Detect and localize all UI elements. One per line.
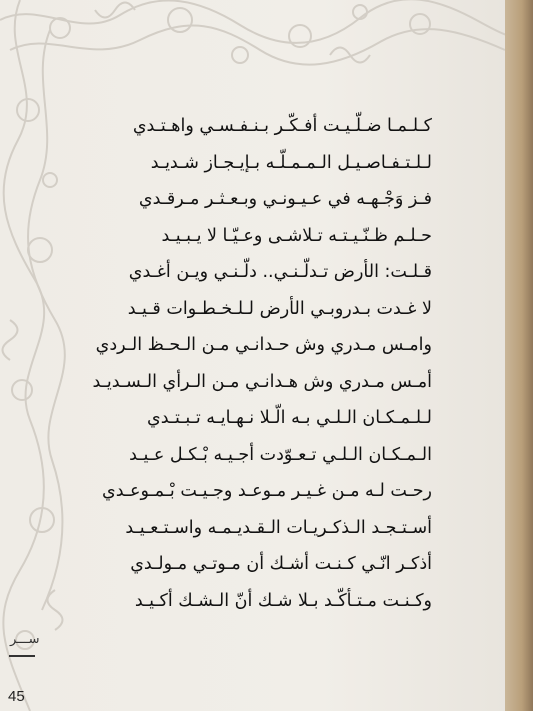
poem-line: وكـنـت مـتـأكّـد بـلا شـك أنّ الـشـك أكـيـد [134, 590, 432, 611]
poem-line: أمـس مـدري وش هـدانـي مـن الـرأي الـسـديـد [92, 371, 432, 392]
page-number: 45 [8, 688, 25, 705]
poem-text [60, 108, 432, 619]
poem-line: فـز وَجْـهـه في عـيـونـي وبـعـثـر مـرقـدي [138, 189, 432, 209]
poem-line: قـلـت: الأرض تـدلّـنـي.. دلّـنـي ويـن أغـدي [128, 262, 432, 282]
poem-line: حـلـم ظـنّـيـتـه تـلاشـى وعـيّـا لا يـبـيـد [161, 225, 432, 246]
poem-line: أذكـر انّـي كـنـت أشـك أن مـوتـي مـولـدي [130, 554, 432, 574]
poem-line: لـلـتـفـاصـيـل الـمـمـلّـه بـإيـجـاز شـديـد [150, 152, 432, 173]
footer-decorative-mark: ســـر [10, 632, 40, 647]
poem-line: الـمـكـان الـلـي تـعـوّدت أجـيـه بْـكـل عـيـد [129, 444, 432, 465]
poem-line: وامـس مـدري وش حـدانـي مـن الـحـظ الـردي [95, 335, 432, 355]
poem-line: لـلـمـكـان الـلـي بـه الّـلا نـهـايـه تـبـتـدي [147, 408, 432, 428]
top-floral-ornament [0, 0, 533, 70]
page-edge-shadow [505, 0, 533, 711]
poem-line: كـلـمـا ضـلّـيـت أفـكّـر بـنـفـسـي واهـتـدي [132, 116, 432, 136]
poem-line: لا غـدت بـدروبـي الأرض لـلـخـطـوات قـيـد [127, 298, 432, 319]
poem-line: رحـت لـه مـن غـيـر مـوعـد وجـيـت بْـمـوعـدي [102, 481, 432, 501]
poem-line: أسـتـجـد الـذكـريـات الـقـديـمـه واسـتـعـيـد [125, 517, 432, 538]
footer-divider [9, 655, 35, 657]
